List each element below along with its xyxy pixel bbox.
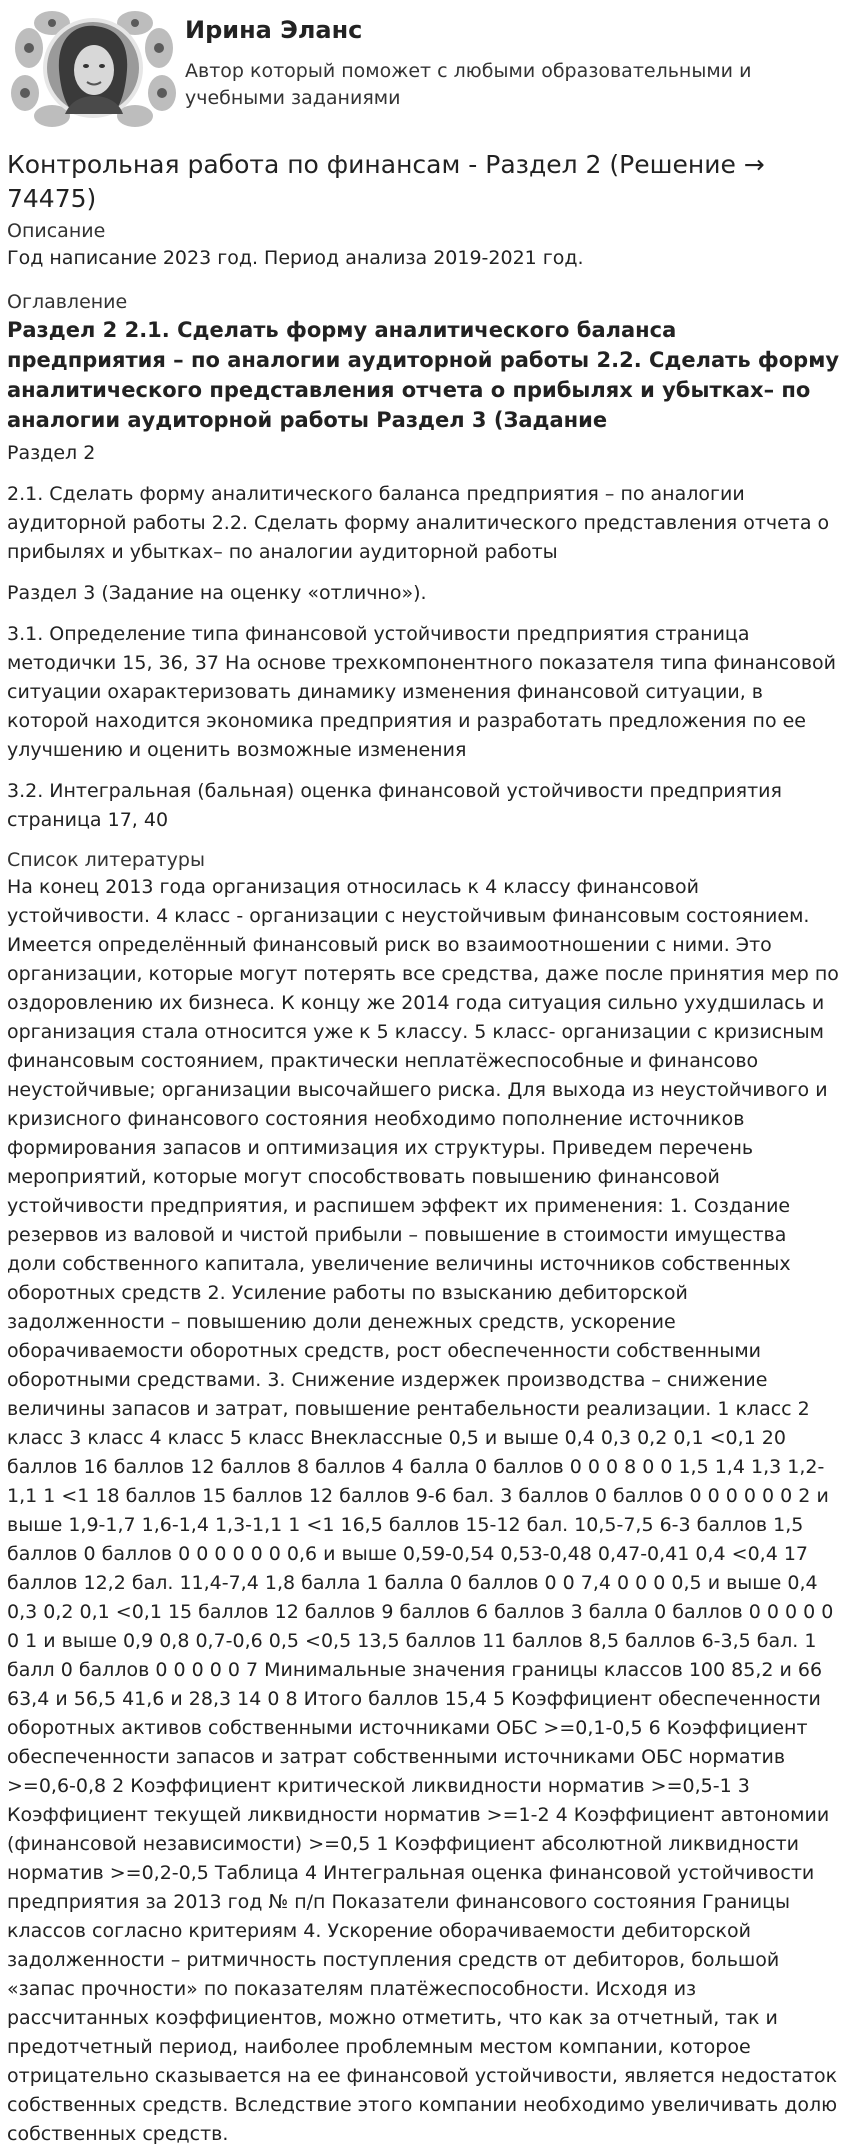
author-name[interactable]: Ирина Эланс [185,16,363,44]
page-title: Контрольная работа по финансам - Раздел 2 (Решение → 74475) [7,150,765,213]
toc-heading: Раздел 2 2.1. Сделать форму аналитического баланса предприятия – по аналогии аудиторной работы 2.2. Сделать форму аналитического представления отчета о прибылях и убытках– по аналогии аудиторной работы Раздел 3 (Задание [7,318,840,432]
toc-paragraph: 2.1. Сделать форму аналитического баланса предприятия – по аналогии аудиторной работы 2.2. Сделать форму аналитического представления отчета о прибылях и убытках– по аналогии аудиторной работы [7,483,830,563]
toc-paragraph: Раздел 2 [7,442,96,464]
description-text: Год написание 2023 год. Период анализа 2019-2021 год. [7,247,584,269]
author-info [185,8,785,112]
description-label: Описание [7,220,106,242]
toc-paragraph: 3.1. Определение типа финансовой устойчивости предприятия страница методички 15, 36, 37 На основе трехкомпонентного показателя типа финансовой ситуации охарактеризовать динамику изменения финансовой ситуации, в которой находится экономика предприятия и разработать предложения по ее улучшению и оценить возможные изменения [7,623,836,761]
toc-label: Оглавление [7,291,128,313]
toc-paragraph: 3.2. Интегральная (бальная) оценка финансовой устойчивости предприятия страница 17, 40 [7,780,782,831]
toc-paragraph: Раздел 3 (Задание на оценку «отлично»). [7,582,427,604]
literature-label: Список литературы [7,849,205,871]
author-avatar [7,8,177,128]
author-block [7,0,840,134]
literature-text: На конец 2013 года организация относилась к 4 классу финансовой устойчивости. 4 класс - организации с неустойчивым финансовым состоянием. Имеется определённый финансовый риск во взаимоотношении с ними. Это организации, которые могут потерять все средства, даже после принятия мер по оздоровлению их бизнеса. К концу же 2014 года ситуация сильно ухудшилась и организация стала относится уже к 5 классу. 5 класс- организации с кризисным финансовым состоянием, практически неплатёжеспособные и финансово неустойчивые; организации высочайшего риска. Для выхода из неустойчивого и кризисного финансового состояния необходимо пополнение источников формирования запасов и оптимизация их структуры. Приведем перечень мероприятий, которые могут способствовать повышению финансовой устойчивости предприятия, и распишем эффект их применения: 1. Создание резервов из валовой и чистой прибыли – повышение в стоимости имущества доли собственного капитала, увеличение величины источников собственных оборотных средств 2. Усиление работы по взысканию дебиторской задолженности – повышению доли денежных средств, ускорение оборачиваемости оборотных средств, рост обеспеченности собственными оборотными средствами. 3. Снижение издержек производства – снижение величины запасов и затрат, повышение рентабельности реализации. 1 класс 2 класс 3 класс 4 класс 5 класс Внеклассные 0,5 и выше 0,4 0,3 0,2 0,1 <0,1 20 баллов 16 баллов 12 баллов 8 баллов 4 балла 0 баллов 0 0 0 8 0 0 1,5 1,4 1,3 1,2-1,1 1 <1 18 баллов 15 баллов 12 баллов 9-6 бал. 3 баллов 0 баллов 0 0 0 0 0 0 2 и выше 1,9-1,7 1,6-1,4 1,3-1,1 1 <1 16,5 баллов 15-12 бал. 10,5-7,5 6-3 баллов 1,5 баллов 0 баллов 0 0 0 0 0 0 0,6 и выше 0,59-0,54 0,53-0,48 0,47-0,41 0,4 <0,4 17 баллов 12,2 бал. 11,4-7,4 1,8 балла 1 балла 0 баллов 0 0 7,4 0 0 0 0,5 и выше 0,4 0,3 0,2 0,1 <0,1 15 баллов 12 баллов 9 баллов 6 баллов 3 балла 0 баллов 0 0 0 0 0 0 1 и выше 0,9 0,8 0,7-0,6 0,5 <0,5 13,5 баллов 11 баллов 8,5 баллов 6-3,5 бал. 1 балл 0 баллов 0 0 0 0 0 7 Минимальные значения границы классов 100 85,2 и 66 63,4 и 56,5 41,6 и 28,3 14 0 8 Итого баллов 15,4 5 Коэффициент обеспеченности оборотных активов собственными источниками ОБС >=0,1-0,5 6 Коэффициент обеспеченности запасов и затрат собственными источниками ОБС норматив >=0,6-0,8 2 Коэффициент критической ликвидности норматив >=0,5-1 3 Коэффициент текущей ликвидности норматив >=1-2 4 Коэффициент автономии (финансовой независимости) >=0,5 1 Коэффициент абсолютной ликвидности норматив >=0,2-0,5 Таблица 4 Интегральная оценка финансовой устойчивости предприятия за 2013 год № п/п Показатели финансового состояния Границы классов согласно критериям 4. Ускорение оборачиваемости дебиторской задолженности – ритмичность поступления средств от дебиторов, большой «запас прочности» по показателям платёжеспособности. Исходя из рассчитанных коэффициентов, можно отметить, что как за отчетный, так и предотчетный период, наиболее проблемным местом компании, которое отрицательно сказывается на ее финансовой устойчивости, является недостаток собственных средств. Вследствие этого компании необходимо увеличивать долю собственных средств. [7,876,839,2145]
author-description: Автор который поможет с любыми образовательными и учебными заданиями [185,60,752,109]
